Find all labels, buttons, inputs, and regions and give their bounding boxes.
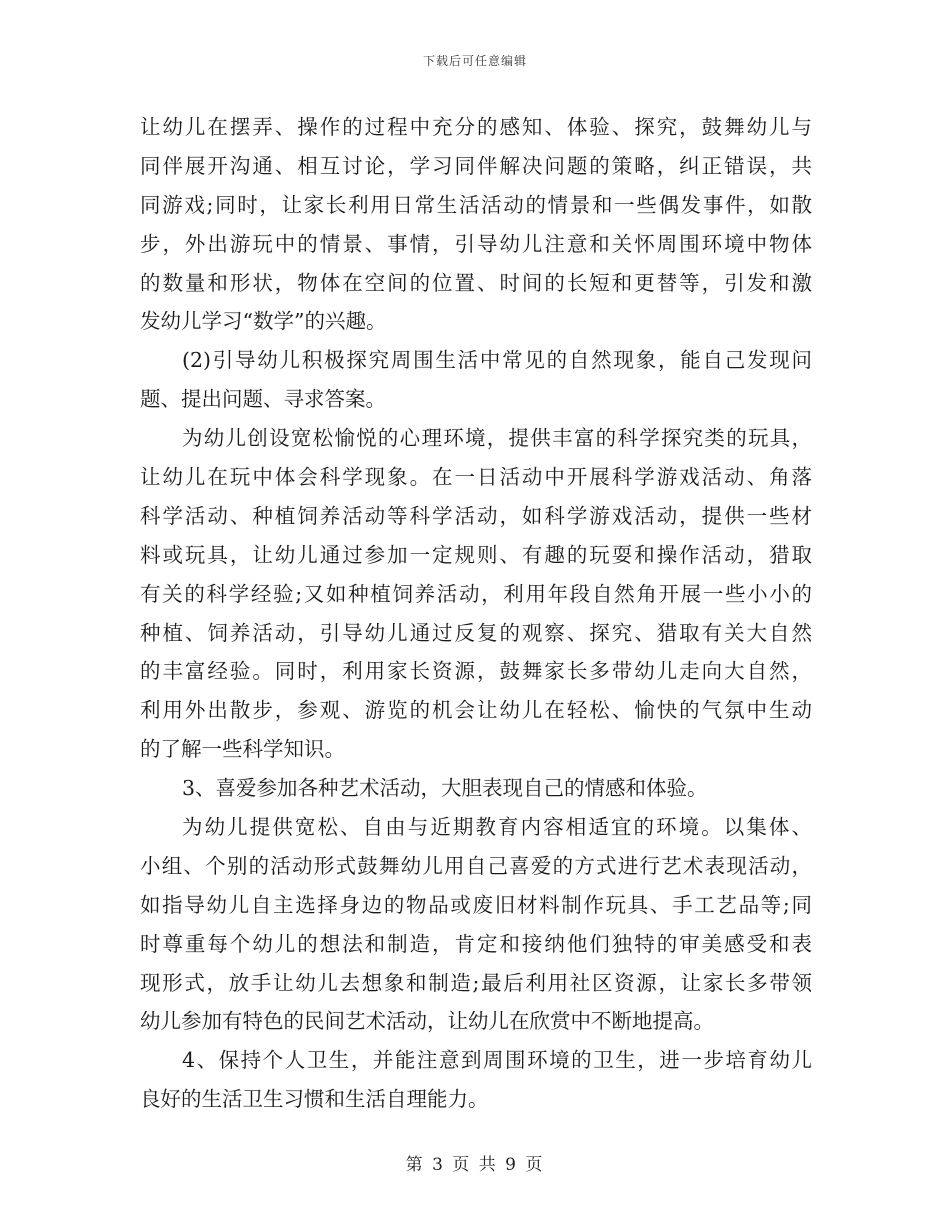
page-number: 第 3 页 共 9 页 (405, 1155, 545, 1175)
text-line: 同游戏;同时，让家长利用日常生活活动的情景和一些偶发事件，如散 (140, 192, 812, 217)
text-line: 为幼儿创设宽松愉悦的心理环境，提供丰富的科学探究类的玩具， (182, 426, 812, 451)
text-line: 时尊重每个幼儿的想法和制造，肯定和接纳他们独特的审美感受和表 (140, 931, 812, 956)
document-body (140, 108, 812, 1119)
text-line: 有关的科学经验;又如种植饲养活动，利用年段自然角开展一些小小的 (140, 581, 812, 606)
text-line: 发幼儿学习“数学”的兴趣。 (140, 309, 387, 334)
page-header: 下载后可任意编辑 (422, 54, 527, 68)
text-line: 幼儿参加有特色的民间艺术活动，让幼儿在欣赏中不断地提高。 (140, 1009, 714, 1034)
text-line: 让幼儿在玩中体会科学现象。在一日活动中开展科学游戏活动、角落 (140, 465, 812, 490)
text-line: 如指导幼儿自主选择身边的物品或废旧材料制作玩具、手工艺品等;同 (140, 892, 812, 917)
text-line: 的丰富经验。同时，利用家长资源，鼓舞家长多带幼儿走向大自然， (140, 659, 812, 684)
text-line: 料或玩具，让幼儿通过参加一定规则、有趣的玩耍和操作活动，猎取 (140, 542, 812, 567)
text-line: 让幼儿在摆弄、操作的过程中充分的感知、体验、探究，鼓舞幼儿与 (140, 115, 812, 139)
text-line: 种植、饲养活动，引导幼儿通过反复的观察、探究、猎取有关大自然 (140, 620, 812, 645)
text-line: 利用外出散步，参观、游览的机会让幼儿在轻松、愉快的气氛中生动 (140, 698, 812, 723)
text-line: 的数量和形状，物体在空间的位置、时间的长短和更替等，引发和激 (140, 270, 812, 295)
text-line: 同伴展开沟通、相互讨论，学习同伴解决问题的策略，纠正错误，共 (140, 153, 812, 178)
text-line: 步，外出游玩中的情景、事情，引导幼儿注意和关怀周围环境中物体 (140, 231, 812, 256)
text-line: 为幼儿提供宽松、自由与近期教育内容相适宜的环境。以集体、 (182, 815, 812, 840)
text-line: 良好的生活卫生习惯和生活自理能力。 (140, 1087, 489, 1112)
text-line: 小组、个别的活动形式鼓舞幼儿用自己喜爱的方式进行艺术表现活动， (140, 853, 812, 878)
text-line: 题、提出问题、寻求答案。 (140, 387, 386, 412)
text-line: 4、保持个人卫生，并能注意到周围环境的卫生，进一步培育幼儿 (182, 1048, 812, 1073)
text-line: (2)引导幼儿积极探究周围生活中常见的自然现象，能自己发现问 (182, 348, 812, 373)
text-line: 科学活动、种植饲养活动等科学活动，如科学游戏活动，提供一些材 (140, 503, 812, 528)
text-line: 现形式，放手让幼儿去想象和制造;最后利用社区资源，让家长多带领 (140, 970, 812, 995)
text-line: 3、喜爱参加各种艺术活动，大胆表现自己的情感和体验。 (182, 776, 708, 801)
text-line: 的了解一些科学知识。 (140, 737, 345, 762)
